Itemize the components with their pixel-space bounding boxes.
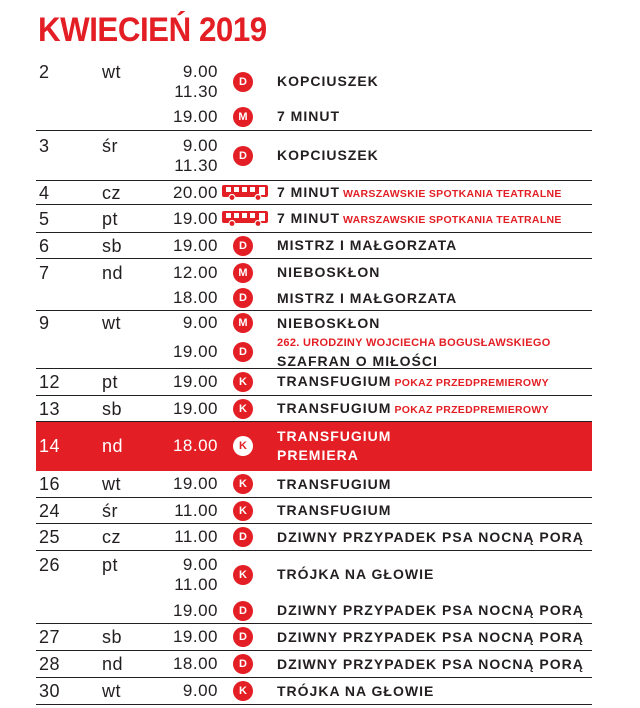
weekday: nd [102, 436, 124, 456]
title-line [277, 372, 592, 392]
performance-title: NIEBOSKŁON [277, 264, 381, 280]
performance-info [277, 422, 592, 470]
weekday: sb [102, 627, 123, 647]
performance-info [277, 369, 592, 395]
schedule-row [36, 369, 592, 396]
performance-info [277, 259, 592, 286]
venue-d-icon: D [233, 236, 253, 256]
performance-title: MISTRZ I MAŁGORZATA [277, 289, 458, 306]
performance-entry [36, 624, 592, 650]
time-label: 19.00 [172, 208, 218, 228]
time-list [163, 181, 218, 204]
bus-icon [221, 210, 269, 227]
performance-title: DZIWNY PRZYPADEK PSA NOCNĄ PORĄ [277, 655, 584, 672]
schedule-row [36, 181, 592, 205]
title-line [277, 107, 592, 126]
time-label: 12.00 [172, 262, 218, 282]
time-label: 19.00 [172, 474, 218, 493]
title-line [277, 475, 592, 494]
venue-k-icon: K [233, 681, 253, 701]
time-label: 19.00 [172, 235, 218, 255]
time-list [163, 103, 218, 130]
schedule-row [36, 524, 592, 551]
time-list [163, 205, 218, 232]
venue-d-icon: D [233, 342, 253, 362]
title-line [277, 399, 592, 419]
title-line [277, 72, 592, 91]
schedule-row [36, 311, 592, 369]
schedule-row [36, 396, 592, 422]
time-label: 18.00 [172, 436, 218, 455]
performance-title: KOPCIUSZEK [277, 73, 379, 89]
weekday: wt [102, 313, 121, 333]
time-list [163, 678, 218, 704]
performance-info [277, 651, 592, 677]
title-line [277, 183, 592, 203]
schedule-row [36, 651, 592, 678]
weekday: nd [102, 654, 124, 674]
weekday: śr [102, 501, 118, 521]
weekday: nd [102, 263, 124, 283]
time-label: 11.00 [174, 500, 218, 520]
performance-entry [36, 678, 592, 704]
weekday: sb [102, 236, 123, 256]
time-list [163, 524, 218, 550]
performance-info [277, 396, 592, 421]
title-line [277, 655, 592, 674]
weekday: cz [102, 183, 121, 203]
day-number: 26 [39, 555, 61, 575]
title-line [277, 236, 592, 255]
performance-title: KOPCIUSZEK [277, 147, 379, 163]
title-line [277, 501, 592, 520]
title-line [277, 446, 592, 465]
title-line [277, 528, 592, 547]
weekday: wt [102, 62, 121, 82]
time-label: 18.00 [172, 288, 218, 307]
venue-m-icon: M [233, 313, 253, 333]
performance-info [277, 60, 592, 103]
time-list [163, 422, 218, 470]
weekday: śr [102, 136, 118, 156]
schedule-row [36, 259, 592, 311]
day-number: 6 [39, 236, 50, 256]
time-label: 19.00 [172, 341, 218, 361]
venue-d-icon: D [233, 288, 253, 308]
day-number: 12 [39, 372, 61, 392]
day-number: 30 [39, 681, 61, 701]
venue-d-icon: D [233, 627, 253, 647]
time-label: 9.00 [182, 135, 218, 155]
day-number: 27 [39, 627, 61, 647]
weekday: pt [102, 372, 119, 392]
performance-entry [36, 369, 592, 395]
performance-entry [36, 524, 592, 550]
title-line [277, 314, 592, 333]
performance-info [277, 181, 592, 204]
performance-entry [36, 233, 592, 258]
performance-entry [36, 131, 592, 180]
special-note-line [277, 333, 592, 352]
schedule-row [36, 422, 592, 471]
title-line [277, 601, 592, 620]
performance-entry [36, 651, 592, 677]
performance-entry [36, 181, 592, 204]
performance-info [277, 233, 592, 258]
schedule-row [36, 60, 592, 131]
performance-note: POKAZ PRZEDPREMIEROWY [394, 377, 549, 389]
time-label: 9.00 [182, 61, 218, 81]
title-line [277, 628, 592, 647]
time-list [163, 259, 218, 286]
performance-entry [36, 60, 592, 103]
time-label: 11.00 [174, 574, 218, 594]
performance-info [277, 598, 592, 623]
time-label: 9.00 [182, 313, 218, 332]
title-line [277, 682, 592, 701]
time-list [163, 651, 218, 677]
venue-d-icon: D [233, 527, 253, 547]
time-list [163, 369, 218, 395]
performance-info [277, 205, 592, 232]
performance-info [277, 551, 592, 598]
performance-info [277, 286, 592, 310]
venue-k-icon: K [233, 399, 253, 419]
performance-title: DZIWNY PRZYPADEK PSA NOCNĄ PORĄ [277, 628, 584, 645]
performance-info [277, 498, 592, 523]
title-line [277, 209, 592, 229]
time-label: 19.00 [172, 372, 218, 391]
performance-info [277, 524, 592, 550]
bus-icon [221, 184, 269, 201]
weekday: wt [102, 474, 121, 494]
title-line [277, 427, 592, 446]
performance-entry [36, 205, 592, 232]
time-label: 11.30 [174, 155, 218, 175]
performance-title: TRÓJKA NA GŁOWIE [277, 566, 435, 582]
title-line [277, 565, 592, 584]
weekday: sb [102, 399, 123, 419]
day-number: 4 [39, 183, 50, 203]
schedule-row [36, 131, 592, 181]
performance-title: TRANSFUGIUM [277, 502, 392, 518]
page-title: KWIECIEŃ 2019 [38, 11, 267, 49]
performance-title: TRANSFUGIUM [277, 373, 392, 389]
schedule-row [36, 678, 592, 705]
day-number: 2 [39, 62, 50, 82]
time-list [163, 551, 218, 598]
time-label: 9.00 [182, 681, 218, 700]
title-line [277, 263, 592, 282]
schedule-row [36, 624, 592, 651]
time-label: 19.00 [172, 627, 218, 646]
schedule-row [36, 551, 592, 624]
performance-entry [36, 422, 592, 470]
weekday: cz [102, 527, 121, 547]
day-number: 24 [39, 501, 61, 521]
performance-title: DZIWNY PRZYPADEK PSA NOCNĄ PORĄ [277, 528, 584, 545]
performance-entry [36, 598, 592, 623]
time-list [163, 598, 218, 623]
performance-entry [36, 335, 592, 368]
venue-k-icon: K [233, 501, 253, 521]
schedule-row [36, 233, 592, 259]
day-number: 3 [39, 136, 50, 156]
venue-d-icon: D [233, 72, 253, 92]
venue-k-icon: K [233, 436, 253, 456]
weekday: pt [102, 555, 119, 575]
time-label: 18.00 [172, 654, 218, 673]
venue-k-icon: K [233, 372, 253, 392]
performance-info [277, 624, 592, 650]
performance-info [277, 678, 592, 704]
time-list [163, 311, 218, 335]
schedule-table [36, 60, 592, 705]
schedule-row [36, 498, 592, 524]
performance-title: SZAFRAN O MIŁOŚCI [277, 352, 438, 369]
time-label: 19.00 [172, 600, 218, 620]
venue-m-icon: M [233, 263, 253, 283]
time-list [163, 286, 218, 310]
time-list [163, 498, 218, 523]
performance-title: 7 MINUT [277, 183, 340, 200]
performance-entry [36, 259, 592, 286]
performance-note: WARSZAWSKIE SPOTKANIA TEATRALNE [343, 213, 562, 226]
venue-k-icon: K [233, 565, 253, 585]
performance-info [277, 103, 592, 130]
schedule-row [36, 205, 592, 233]
performance-info [277, 311, 592, 335]
performance-note: WARSZAWSKIE SPOTKANIA TEATRALNE [343, 187, 562, 200]
time-list [163, 471, 218, 497]
time-label: 19.00 [172, 106, 218, 126]
day-number: 16 [39, 474, 61, 494]
performance-entry [36, 396, 592, 421]
day-number: 25 [39, 527, 61, 547]
time-label: 9.00 [182, 554, 218, 574]
time-list [163, 60, 218, 103]
performance-title: TRÓJKA NA GŁOWIE [277, 682, 435, 699]
title-line [277, 289, 592, 308]
performance-subtitle: PREMIERA [277, 447, 359, 463]
venue-d-icon: D [233, 146, 253, 166]
day-number: 28 [39, 654, 61, 674]
performance-title: 7 MINUT [277, 108, 340, 124]
time-list [163, 233, 218, 258]
venue-d-icon: D [233, 601, 253, 621]
performance-title: DZIWNY PRZYPADEK PSA NOCNĄ PORĄ [277, 602, 584, 618]
time-label: 11.00 [174, 527, 218, 546]
day-number: 14 [39, 436, 61, 456]
venue-m-icon: M [233, 107, 253, 127]
title-line [277, 352, 592, 371]
performance-title: TRANSFUGIUM [277, 475, 392, 492]
schedule-row [36, 471, 592, 498]
day-number: 13 [39, 399, 61, 419]
time-label: 11.30 [174, 81, 218, 101]
performance-entry [36, 498, 592, 523]
day-number: 5 [39, 209, 50, 229]
time-label: 20.00 [172, 182, 218, 202]
time-list [163, 131, 218, 180]
performance-note: POKAZ PRZEDPREMIEROWY [394, 403, 549, 416]
performance-info [277, 131, 592, 180]
performance-title: MISTRZ I MAŁGORZATA [277, 237, 458, 253]
special-note: 262. URODZINY WOJCIECHA BOGUSŁAWSKIEGO [277, 336, 551, 349]
venue-d-icon: D [233, 654, 253, 674]
performance-title: 7 MINUT [277, 209, 340, 226]
performance-info [277, 335, 592, 368]
performance-title: TRANSFUGIUM [277, 399, 392, 416]
time-list [163, 396, 218, 421]
weekday: pt [102, 209, 119, 229]
performance-entry [36, 103, 592, 130]
venue-k-icon: K [233, 474, 253, 494]
performance-info [277, 471, 592, 497]
day-number: 7 [39, 263, 50, 283]
performance-title: NIEBOSKŁON [277, 314, 381, 331]
title-line [277, 146, 592, 165]
performance-entry [36, 471, 592, 497]
performance-entry [36, 286, 592, 310]
time-list [163, 335, 218, 368]
time-list [163, 624, 218, 650]
weekday: wt [102, 681, 121, 701]
performance-entry [36, 551, 592, 598]
performance-entry [36, 311, 592, 335]
day-number: 9 [39, 313, 50, 333]
performance-title: TRANSFUGIUM [277, 428, 392, 444]
time-label: 19.00 [172, 398, 218, 418]
